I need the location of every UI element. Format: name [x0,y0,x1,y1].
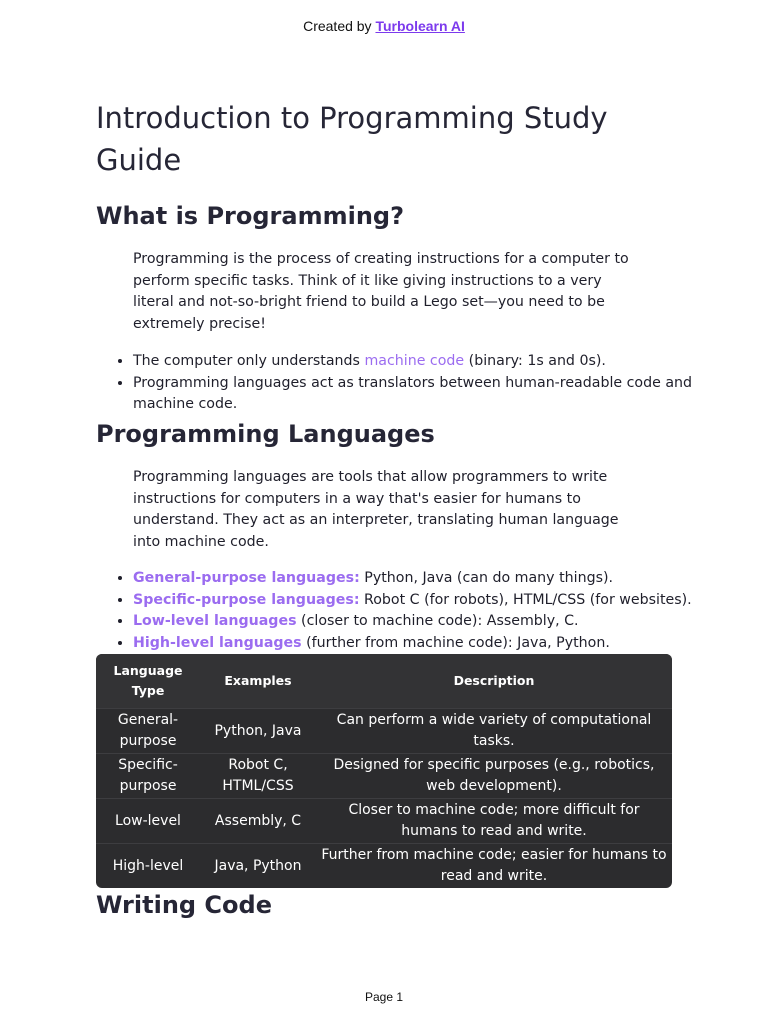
cell-examples: Java, Python [200,844,316,889]
credit-prefix: Created by [303,18,376,34]
highlighted-term: High-level languages [133,634,302,651]
column-header-examples: Examples [200,654,316,709]
section1-paragraph: Programming is the process of creating instructions for a computer to perform specific tasks. Think of it like giving instructions to a very literal and not-so-bright friend to build a Lego set—you need to be extremely precise! [133,251,629,332]
table-row [96,709,672,754]
section-heading-programming-languages: Programming Languages [96,420,435,448]
highlighted-term: Specific-purpose languages: [133,591,360,608]
column-header-language-type: Language Type [96,654,200,709]
highlighted-term: machine code [364,353,465,369]
list-item: • High-level languages (further from machine code): Java, Python. [133,633,703,655]
table-row [96,844,672,889]
cell-description: Closer to machine code; more difficult for humans to read and write. [316,799,672,844]
section-heading-what-is-programming: What is Programming? [96,202,405,230]
section1-bullet-list [113,351,703,416]
column-header-description: Description [316,654,672,709]
language-types-table [96,654,672,888]
cell-description: Further from machine code; easier for humans to read and write. [316,844,672,889]
cell-examples: Assembly, C [200,799,316,844]
turbolearn-link[interactable]: Turbolearn AI [375,18,465,34]
created-by-credit [0,18,768,34]
list-item: • The computer only understands machine code (binary: 1s and 0s). [133,351,703,373]
table-row [96,754,672,799]
table-header-row [96,654,672,709]
cell-examples: Robot C, HTML/CSS [200,754,316,799]
cell-description: Designed for specific purposes (e.g., robotics, web development). [316,754,672,799]
section-heading-writing-code: Writing Code [96,891,272,919]
cell-language-type: Specific-purpose [96,754,200,799]
list-item: • General-purpose languages: Python, Java (can do many things). [133,568,703,590]
section2-paragraph: Programming languages are tools that allow programmers to write instructions for computers in a way that's easier for humans to understand. They act as an interpreter, translating human language into machine code. [133,469,619,550]
highlighted-term: Low-level languages [133,613,297,629]
section2-bullet-list [113,568,703,654]
table-row [96,799,672,844]
cell-description: Can perform a wide variety of computational tasks. [316,709,672,754]
cell-language-type: General-purpose [96,709,200,754]
page-number: Page 1 [364,990,404,1004]
page-title: Introduction to Programming Study Guide [96,101,608,177]
cell-language-type: Low-level [96,799,200,844]
cell-language-type: High-level [96,844,200,889]
list-item: • Programming languages act as translators between human-readable code and machine code. [133,373,703,416]
list-item: • Low-level languages (closer to machine code): Assembly, C. [133,611,703,633]
cell-examples: Python, Java [200,709,316,754]
highlighted-term: General-purpose languages: [133,570,360,586]
list-item: • Specific-purpose languages: Robot C (for robots), HTML/CSS (for websites). [133,590,703,612]
